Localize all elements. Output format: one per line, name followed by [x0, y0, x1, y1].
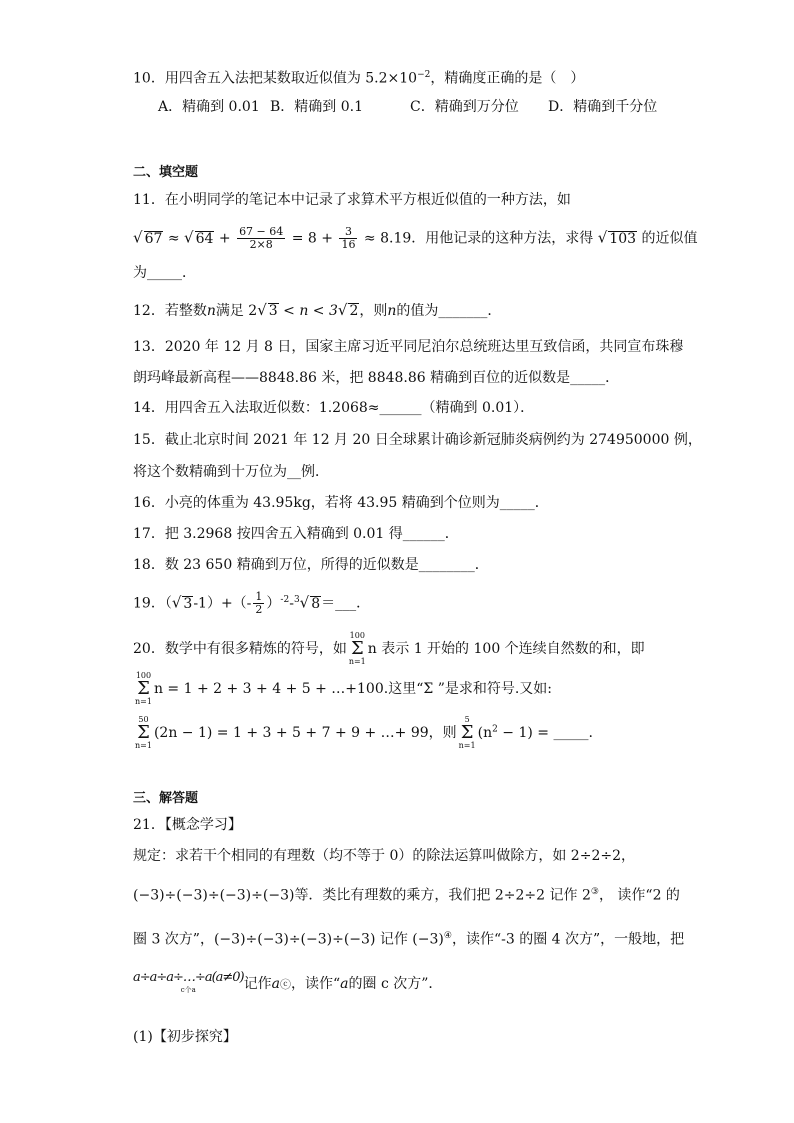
q20-line3-d: − 1) = _____.: [497, 725, 593, 741]
fraction-2-denominator: 16: [341, 238, 356, 251]
circle-c-superscript: ⓒ: [280, 978, 291, 991]
question-14: 14．用四舍五入法取近似数：1.2068≈______（精确到 0.01）．: [133, 400, 535, 416]
sqrt-sign: √: [133, 228, 143, 247]
q21-line4-text: 记作: [243, 976, 272, 992]
sqrt-sign: √: [171, 593, 182, 612]
sigma-upper: 50: [138, 715, 149, 724]
sigma-glyph: Σ: [137, 722, 150, 743]
inequality: < n < 3: [278, 303, 338, 319]
sigma-symbol: [135, 672, 152, 706]
q10-text-tail: ，精确度正确的是（ ）: [430, 70, 585, 87]
variable-a: a: [271, 976, 280, 992]
cube-root-index: 3: [293, 595, 300, 605]
sigma-glyph: Σ: [350, 638, 364, 659]
sqrt-2: 2: [349, 303, 359, 319]
q19-exponent: -2: [280, 595, 290, 605]
q19-minus-1: -1: [193, 595, 207, 612]
sigma-lower: n=1: [135, 697, 152, 706]
variable-a: a: [340, 976, 349, 992]
sigma-glyph: Σ: [460, 722, 474, 743]
sigma-upper: 100: [135, 671, 152, 680]
sigma-upper: 100: [349, 631, 365, 640]
fraction-1-denominator: 2×8: [249, 238, 273, 251]
q21-line2-tail: ， 读作“2 的: [598, 887, 680, 904]
q19-blank: ＝___．: [321, 595, 371, 612]
q11-end-text: 的近似值: [637, 230, 698, 247]
q21-line4-tail: 的圈 c 次方”．: [348, 976, 443, 992]
q11-middle-text: ．用他记录的这种方法，求得: [411, 230, 598, 247]
sqrt-3: 3: [268, 303, 278, 319]
sigma-symbol: [135, 716, 152, 750]
question-20-line2: [133, 672, 552, 706]
q20-line3-b: (n: [477, 725, 493, 741]
question-17: 17．把 3.2968 按四舍五入精确到 0.01 得______．: [133, 526, 459, 542]
handwritten-division-expression: [133, 972, 244, 996]
q19-minus: -: [289, 595, 294, 612]
sqrt-sign: √: [184, 228, 194, 247]
sqrt-64: 64: [195, 230, 214, 247]
section-heading-answers: 三、解答题: [133, 791, 199, 806]
question-21-line1: 规定：求若干个相同的有理数（均不等于 0）的除法运算叫做除方，如 2÷2÷2，: [133, 848, 635, 864]
sigma-lower: n=1: [458, 741, 476, 750]
q21-line3-text: 圈 3 次方”，(−3)÷(−3)÷(−3)÷(−3) 记作 (−3): [133, 931, 444, 948]
q20-square-exponent: 2: [492, 724, 498, 735]
approx-result: ≈ 8.19: [359, 230, 412, 247]
question-15-line2: 将这个数精确到十万位为__例．: [133, 464, 329, 480]
q21-line3-tail: ，读作“-3 的圈 4 次方”，一般地，把: [451, 931, 685, 948]
q10-exponent: −2: [417, 70, 431, 80]
sigma-lower: n=1: [348, 657, 366, 666]
question-11-line3: 为_____．: [133, 265, 196, 281]
question-18: 18．数 23 650 精确到万位，所得的近似数是________．: [133, 557, 489, 573]
fraction-half-numerator: 1: [255, 590, 263, 604]
section-heading-fill-in: 二、填空题: [133, 165, 199, 180]
fraction-half-denominator: 2: [255, 603, 263, 617]
q12-text-d: ，则: [359, 303, 388, 319]
sqrt-sign: √: [337, 301, 348, 319]
sigma-upper: 5: [464, 715, 470, 724]
question-15-line1: 15．截止北京时间 2021 年 12 月 20 日全球累计确诊新冠肺炎病例约为 274950000 例，: [133, 432, 702, 448]
option-a: A．精确到 0.01: [158, 99, 260, 115]
sqrt-sign: √: [597, 228, 608, 247]
q20-text: 20．数学中有很多精炼的符号，如: [133, 641, 347, 657]
fraction-2: [339, 226, 357, 251]
question-12: [133, 300, 501, 321]
cube-root-8: 8: [311, 595, 321, 612]
option-b: B．精确到 0.1: [270, 99, 364, 115]
question-10: [133, 65, 584, 89]
question-21-sub1: (1)【初步探究】: [133, 1029, 237, 1045]
division-expression: a÷a÷a÷…÷a(a≠0): [133, 970, 244, 985]
q12-text: 12．若整数: [133, 303, 207, 319]
q21-line2-text: (−3)÷(−3)÷(−3)÷(−3)等．类比有理数的乘方，我们把 2÷2÷2 记作 2: [133, 887, 591, 904]
question-20-line1: [133, 632, 645, 666]
question-20-line3: [133, 716, 593, 750]
question-11-line1: 11．在小明同学的笔记本中记录了求算术平方根近似值的一种方法，如: [133, 192, 571, 208]
question-21-line4: [133, 972, 442, 996]
variable-n: n: [387, 303, 397, 319]
question-19: [133, 590, 370, 616]
q20-line2-text: n = 1 + 2 + 3 + 4 + 5 + …+100.这里“Σ ”是求和符号.又如:: [153, 681, 553, 697]
q10-text: 10．用四舍五入法把某数取近似值为 5.2×10: [133, 70, 418, 87]
q19-text: 19．（: [133, 595, 172, 612]
equals-text: = 8 +: [287, 230, 338, 247]
option-d: D．精确到千分位: [548, 99, 658, 115]
sqrt-67: 67: [144, 230, 163, 247]
fraction-2-numerator: 3: [339, 226, 357, 239]
sqrt-3: 3: [183, 595, 193, 612]
fraction-1-numerator: 67 − 64: [239, 225, 284, 238]
sqrt-sign: √: [257, 301, 267, 319]
q21-line4-read: ，读作“: [291, 976, 341, 992]
sqrt-sign: √: [299, 593, 310, 612]
option-c: C．精确到万分位: [410, 99, 519, 115]
question-13-line1: 13．2020 年 12 月 8 日，国家主席习近平同尼泊尔总统班达里互致信函，共同宣布珠穆: [133, 339, 684, 355]
fraction-1: [237, 226, 285, 251]
q19-plus: ）+（-: [206, 595, 252, 612]
q20-text-b: n 表示 1 开始的 100 个连续自然数的和，即: [367, 641, 645, 657]
division-count-label: c个a: [180, 986, 196, 994]
q12-text-b: 满足 2: [215, 303, 258, 319]
fraction-half: [253, 591, 264, 616]
q20-line3-text: (2n − 1) = 1 + 3 + 5 + 7 + 9 + …+ 99，则: [153, 725, 457, 741]
q19-close: ）: [266, 595, 281, 612]
approx-sign: ≈: [163, 230, 185, 247]
question-16: 16．小亮的体重为 43.95kg，若将 43.95 精确到个位则为_____．: [133, 495, 549, 511]
question-21-line3: [133, 926, 684, 950]
circle-4-superscript: ④: [443, 931, 452, 941]
sigma-glyph: Σ: [137, 678, 150, 699]
circle-3-superscript: ③: [590, 887, 599, 897]
sigma-lower: n=1: [135, 741, 152, 750]
plus-sign: +: [214, 230, 236, 247]
sigma-symbol: [349, 632, 366, 666]
question-21-line2: [133, 882, 680, 906]
sqrt-103: 103: [609, 230, 637, 247]
q12-text-e: 的值为_______．: [396, 303, 502, 319]
variable-n: n: [206, 303, 216, 319]
question-11-formula: [133, 226, 697, 251]
sigma-symbol: [459, 716, 476, 750]
question-13-line2: 朗玛峰最新高程——8848.86 米，把 8848.86 精确到百位的近似数是_____．: [133, 370, 620, 386]
question-10-options: [158, 97, 657, 117]
question-21-title: 21．【概念学习】: [133, 817, 242, 833]
